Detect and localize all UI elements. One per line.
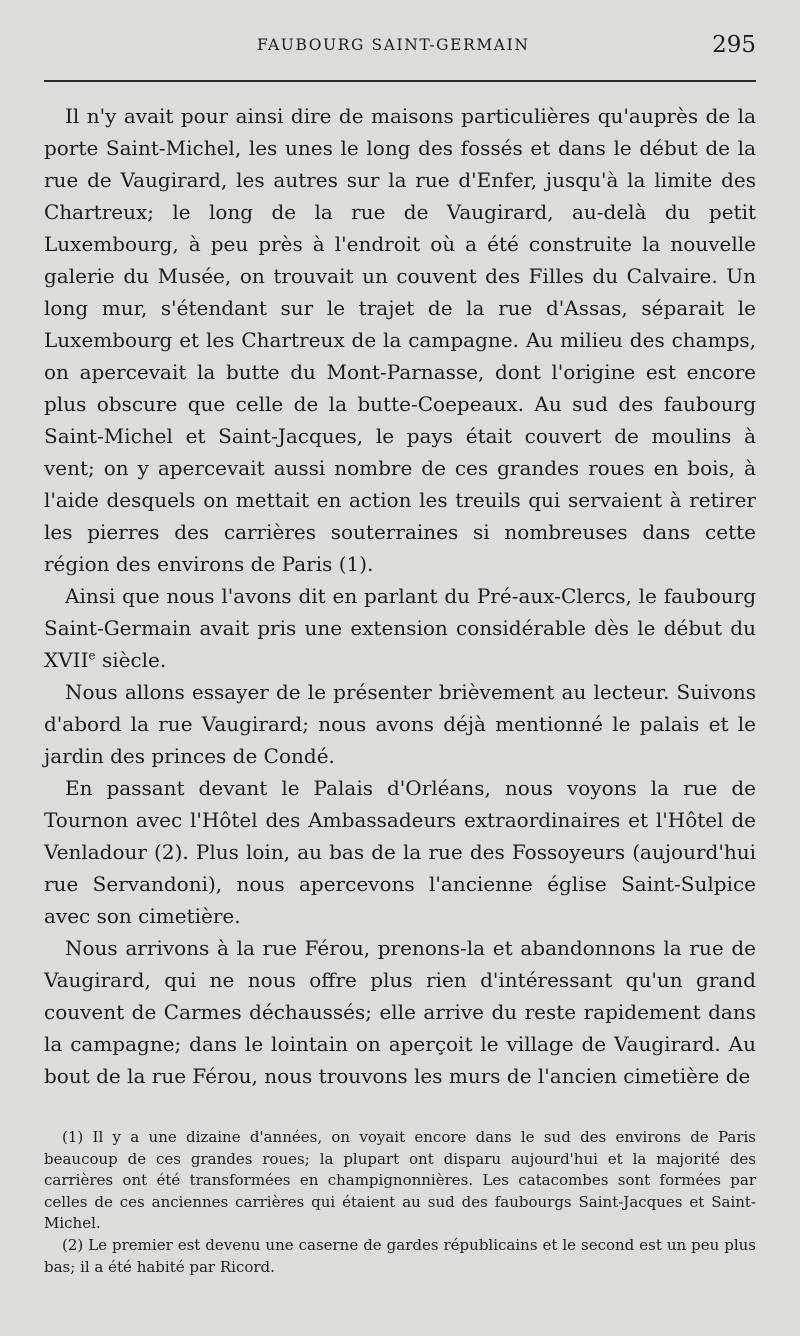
century-superscript: e: [88, 648, 96, 663]
body-text: [44, 100, 756, 1092]
running-title: FAUBOURG SAINT-GERMAIN: [257, 36, 530, 54]
paragraph-2: [44, 580, 756, 676]
paragraph-5: Nous arrivons à la rue Férou, prenons-la et abandonnons la rue de Vaugirard, qui ne nous offre plus rien d'intéressant qu'un grand couvent de Carmes déchaussés; elle arrive du reste rapidement dans la campagne; dans le lointain on aperçoit le village de Vaugirard. Au bout de la rue Férou, nous trouvons les murs de l'ancien cimetière de: [44, 936, 756, 1088]
running-head: [0, 32, 800, 62]
header-rule: [44, 80, 756, 82]
paragraph-2-end: siècle.: [95, 648, 167, 672]
footnote-2: (2) Le premier est devenu une caserne de gardes républicains et le second est un peu plus bas; il a été habité par Ricord.: [44, 1235, 756, 1276]
paragraph-1: Il n'y avait pour ainsi dire de maisons particulières qu'auprès de la porte Saint-Michel, les unes le long des fossés et dans le début de la rue de Vaugirard, les autres sur la rue d'Enfer, jusqu'à la limite des Chartreux; le long de la rue de Vaugirard, au-delà du petit Luxembourg, à peu près à l'endroit où a été construite la nouvelle galerie du Musée, on trouvait un couvent des Filles du Calvaire. Un long mur, s'étendant sur le trajet de la rue d'Assas, séparait le Luxembourg et les Chartreux de la campagne. Au milieu des champs, on apercevait la butte du Mont-Parnasse, dont l'origine est encore plus obscure que celle de la butte-Coepeaux. Au sud des faubourg Saint-Michel et Saint-Jacques, le pays était couvert de moulins à vent; on y apercevait aussi nombre de ces grandes roues en bois, à l'aide desquels on mettait en action les treuils qui servaient à retirer les pierres des carrières souterraines si nombreuses dans cette région des environs de Paris (1).: [44, 104, 756, 576]
paragraph-2-text: Ainsi que nous l'avons dit en parlant du Pré-aux-Clercs, le faubourg Saint-Germain avait pris une extension considérable dès le début du XVII: [44, 584, 756, 672]
paragraph-4: En passant devant le Palais d'Orléans, nous voyons la rue de Tournon avec l'Hôtel des Ambassadeurs extraordinaires et l'Hôtel de Venladour (2). Plus loin, au bas de la rue des Fossoyeurs (aujourd'hui rue Servandoni), nous apercevons l'ancienne église Saint-Sulpice avec son cimetière.: [44, 776, 756, 928]
page-number: 295: [712, 32, 756, 58]
paragraph-3: Nous allons essayer de le présenter brièvement au lecteur. Suivons d'abord la rue Vaugirard; nous avons déjà mentionné le palais et le jardin des princes de Condé.: [44, 680, 756, 768]
footnote-1: (1) Il y a une dizaine d'années, on voyait encore dans le sud des environs de Paris beaucoup de ces grandes roues; la plupart ont disparu aujourd'hui et la majorité des carrières ont été transformées en champignonnières. Les catacombes sont formées par celles de ces anciennes carrières qui étaient au sud des faubourgs Saint-Jacques et Saint-Michel.: [44, 1128, 756, 1233]
footnotes: [44, 1127, 756, 1278]
